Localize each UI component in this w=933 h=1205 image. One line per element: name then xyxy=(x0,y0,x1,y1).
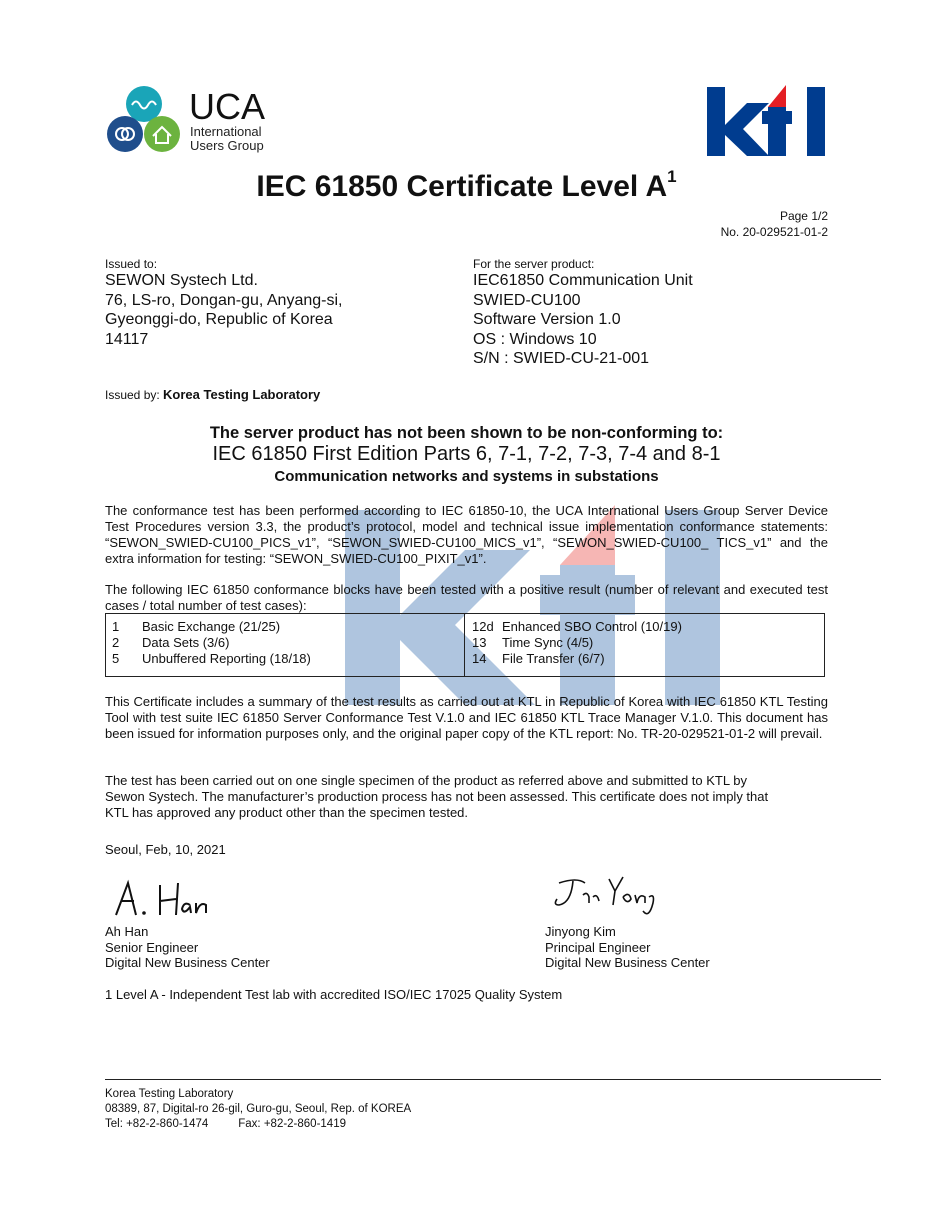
blocks-left-column xyxy=(112,619,311,667)
table-divider xyxy=(464,614,465,676)
server-product-line: S/N : SWIED-CU-21-001 xyxy=(473,350,650,367)
paragraph-summary: This Certificate includes a summary of the test results as carried out at KTL in Republic of Korea with IEC 61850 KTL Testing Tool with test suite IEC 61850 Server Conformance Test V.1.0 and IEC 61850 KTL Trace Manager V.1.0. This document has been issued for information purposes only, and the original paper copy of the KTL report: No. TR-20-029521-01-2 will prevail. xyxy=(105,694,828,741)
footer xyxy=(105,1087,411,1132)
issued-to-line: 14117 xyxy=(105,330,149,348)
block-row: 14 File Transfer (6/7) xyxy=(472,651,605,666)
footnote: 1 Level A - Independent Test lab with accredited ISO/IEC 17025 Quality System xyxy=(105,987,563,1002)
signer-ah-han xyxy=(105,924,270,971)
signer-jinyong-kim xyxy=(545,924,710,971)
issued-to-address xyxy=(105,271,342,349)
signer-name: Ah Han xyxy=(105,924,149,939)
conformance-blocks-table xyxy=(105,613,825,677)
server-product-line: SWIED-CU100 xyxy=(473,291,581,309)
issued-to-line: 76, LS-ro, Dongan-gu, Anyang-si, xyxy=(105,291,343,309)
blocks-right-column xyxy=(472,619,682,667)
issued-by: Issued by: Korea Testing Laboratory xyxy=(105,387,321,402)
issued-to-label: Issued to: xyxy=(105,257,158,271)
signer-dept: Digital New Business Center xyxy=(545,955,710,970)
server-product-line: OS : Windows 10 xyxy=(473,330,597,348)
footer-divider xyxy=(105,1079,881,1080)
uca-logo xyxy=(104,84,279,162)
server-product-label: For the server product: xyxy=(473,257,595,271)
server-product-details xyxy=(473,271,693,369)
paragraph-specimen: The test has been carried out on one single specimen of the product as referred above and submitted to KTL by Sewon Systech. The manufacturer’s production process has not been assessed. This certificate does not imply that KTL has approved any product other than the specimen tested. xyxy=(105,773,769,820)
issued-to-line: Gyeonggi-do, Republic of Korea xyxy=(105,311,333,328)
signature-ah-han xyxy=(112,875,222,920)
page-info xyxy=(721,208,828,240)
server-product-line: Software Version 1.0 xyxy=(473,311,621,328)
signer-name: Jinyong Kim xyxy=(545,924,616,939)
uca-wordmark: UCA xyxy=(189,86,266,127)
page-number: Page 1/2 xyxy=(779,209,828,223)
block-row: 5 Unbuffered Reporting (18/18) xyxy=(112,651,311,666)
conformance-heading: The server product has not been shown to be non-conforming to: xyxy=(209,424,724,442)
paragraph-blocks-intro: The following IEC 61850 conformance blocks have been tested with a positive result (number of relevant and executed test cases / total number of test cases): xyxy=(105,582,828,613)
standard-heading: IEC 61850 First Edition Parts 6, 7-1, 7-2, 7-3, 7-4 and 8-1 xyxy=(212,443,721,465)
issued-to-section xyxy=(105,257,342,349)
ktl-logo xyxy=(707,85,828,156)
block-row: 2 Data Sets (3/6) xyxy=(112,635,230,650)
signer-title: Principal Engineer xyxy=(545,939,651,955)
issued-to-line: SEWON Systech Ltd. xyxy=(105,272,258,289)
signer-title: Senior Engineer xyxy=(105,939,199,955)
certificate-number: No. 20-029521-01-2 xyxy=(720,225,828,239)
server-product-section xyxy=(473,257,693,369)
server-product-line: IEC61850 Communication Unit xyxy=(473,272,693,289)
certificate-title: IEC 61850 Certificate Level $A^1$ xyxy=(256,167,677,203)
block-row: 12d Enhanced SBO Control (10/19) xyxy=(472,619,682,634)
svg-text:Users Group: Users Group xyxy=(190,138,264,153)
standard-subheading: Communication networks and systems in substations xyxy=(274,468,659,485)
footer-contact: Tel: +82-2-860-1474 Fax: +82-2-860-1419 xyxy=(105,1118,346,1130)
block-row: 1 Basic Exchange (21/25) xyxy=(112,619,281,634)
paragraph-test-basis: The conformance test has been performed according to IEC 61850-10, the UCA International Users Group Server Device Test Procedures version 3.3, the product’s protocol, model and technical issue implementation conformance statements: “SEWON_SWIED-CU100_PICS_v1”, “SEWON_SWIED-CU100_MICS_v1”, “SEWON_SWIED-CU100_ TICS_v1” and the extra information for testing: “SEWON_SWIED-CU100_PIXIT_v1”. xyxy=(105,503,828,566)
signature-jinyong-kim xyxy=(553,873,663,923)
footer-org: Korea Testing Laboratory xyxy=(105,1088,234,1100)
issue-date: Seoul, Feb, 10, 2021 xyxy=(105,842,226,857)
footer-address: 08389, 87, Digital-ro 26-gil, Guro-gu, Seoul, Rep. of KOREA xyxy=(105,1103,412,1115)
svg-text:International: International xyxy=(190,124,262,139)
signer-dept: Digital New Business Center xyxy=(105,955,270,970)
block-row: 13 Time Sync (4/5) xyxy=(472,635,594,650)
